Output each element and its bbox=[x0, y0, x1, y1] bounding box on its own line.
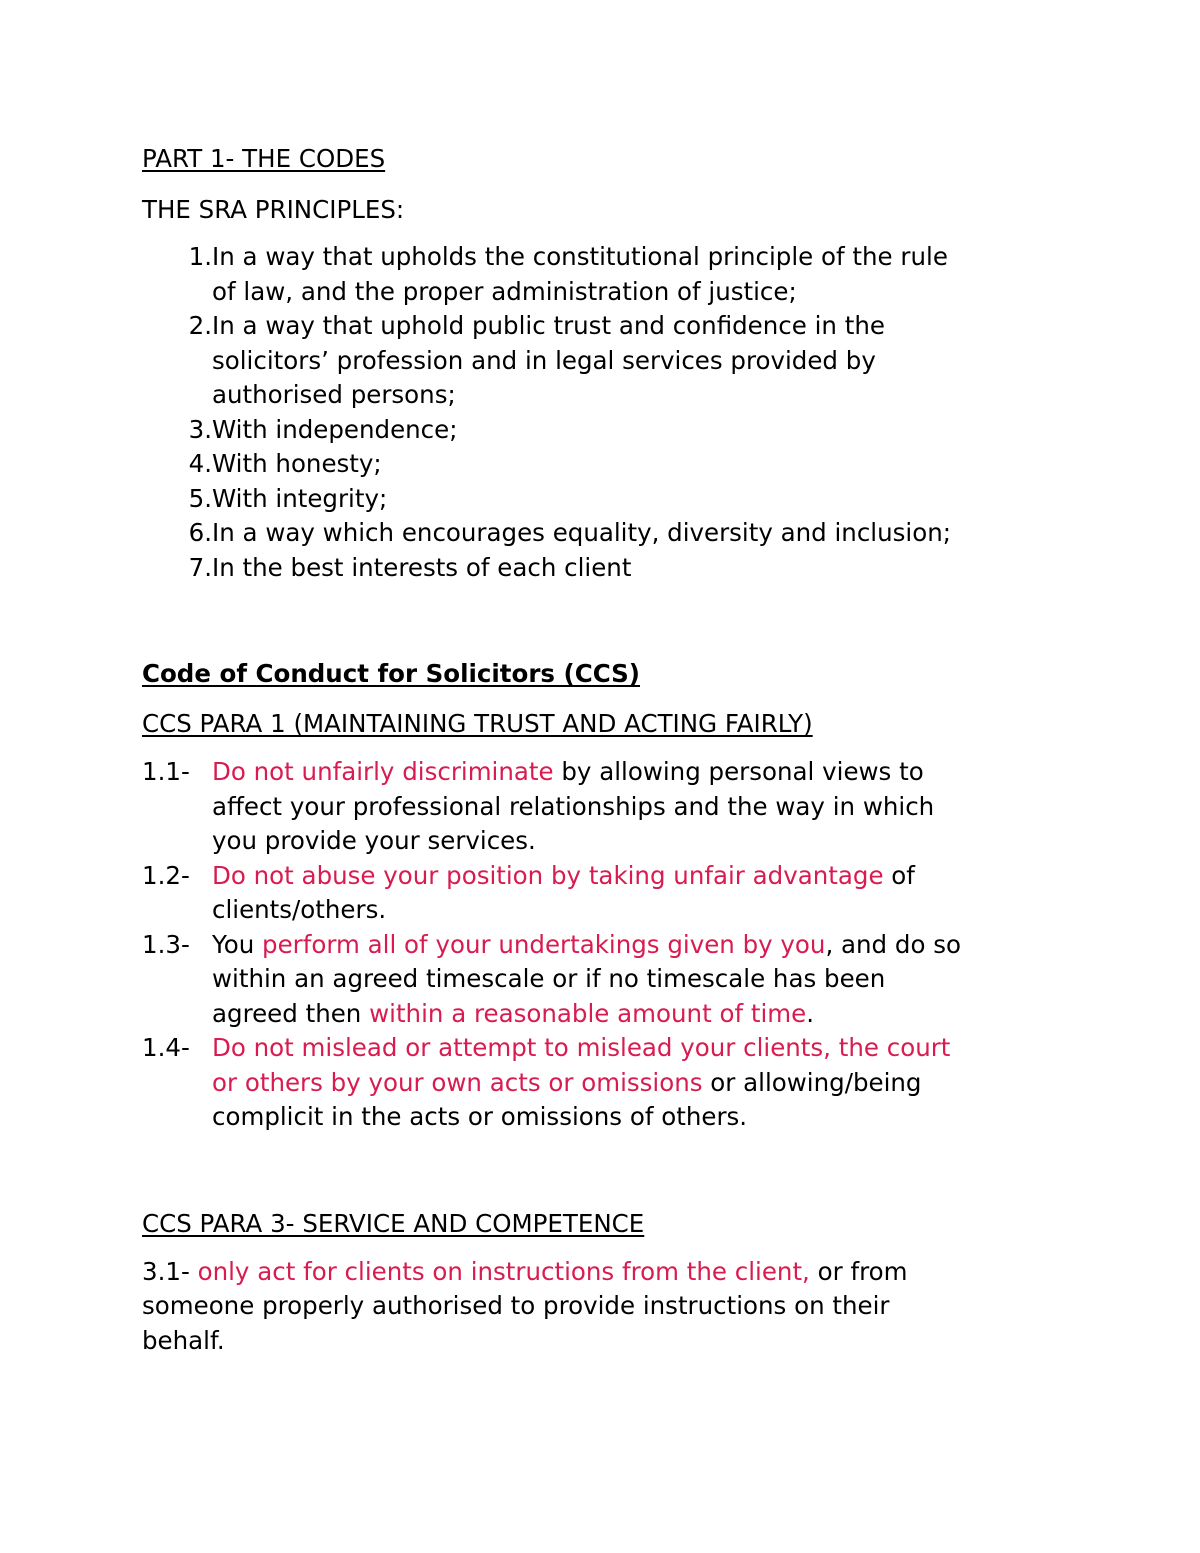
body-text: you provide your services. bbox=[212, 826, 536, 855]
body-text: affect your professional relationships and the way in which bbox=[212, 791, 935, 821]
list-item bbox=[142, 309, 1072, 413]
highlighted-text: within a reasonable amount of time bbox=[369, 998, 807, 1028]
text-line bbox=[142, 1289, 1072, 1324]
body-text: You bbox=[212, 929, 263, 959]
text-line bbox=[212, 1031, 1072, 1066]
text-line bbox=[142, 1255, 1072, 1290]
highlighted-text: Do not abuse your position by taking unfair advantage bbox=[212, 860, 884, 890]
list-item bbox=[142, 551, 1072, 586]
text-line bbox=[212, 824, 1072, 859]
body-text: agreed then bbox=[212, 998, 370, 1028]
list-item-text: authorised persons; bbox=[212, 380, 456, 409]
list-item bbox=[142, 413, 1072, 448]
rule-number: 1.3- bbox=[142, 929, 190, 959]
list-item bbox=[142, 447, 1072, 482]
rule-text bbox=[212, 1031, 1072, 1135]
highlighted-text: Do not unfairly discriminate bbox=[212, 757, 554, 786]
body-text: or allowing/being bbox=[702, 1067, 922, 1097]
list-item-number: 3. bbox=[188, 414, 212, 444]
ccs-para1-rules bbox=[142, 755, 1072, 1135]
list-item bbox=[142, 516, 1072, 551]
list-item bbox=[142, 240, 1072, 309]
highlighted-text: Do not mislead or attempt to mislead your clients, the court bbox=[212, 1033, 951, 1062]
list-item-text: In a way that uphold public trust and confidence in the bbox=[212, 311, 885, 340]
list-item-text: In a way that upholds the constitutional principle of the rule bbox=[212, 242, 948, 271]
text-line bbox=[212, 755, 1072, 790]
list-item-text: In a way which encourages equality, diversity and inclusion; bbox=[212, 518, 951, 547]
list-item-text: With independence; bbox=[212, 414, 458, 444]
list-item-text: In the best interests of each client bbox=[212, 552, 632, 582]
text-line bbox=[212, 790, 1072, 825]
list-item-text: With integrity; bbox=[212, 483, 388, 513]
rule-text bbox=[212, 755, 1072, 859]
body-text: or from bbox=[809, 1256, 908, 1286]
ccs-para1-heading: CCS PARA 1 (MAINTAINING TRUST AND ACTING FAIRLY) bbox=[142, 709, 813, 738]
part-title: PART 1- THE CODES bbox=[142, 144, 386, 173]
body-text: of bbox=[883, 860, 915, 890]
text-line bbox=[212, 859, 1072, 894]
body-text: , and do so bbox=[825, 929, 961, 959]
text-line bbox=[142, 1324, 1072, 1359]
sra-principles-list bbox=[142, 240, 1072, 585]
rule-number: 1.1- bbox=[142, 757, 190, 786]
list-item-text: of law, and the proper administration of justice; bbox=[212, 276, 797, 306]
body-text: within an agreed timescale or if no timescale has been bbox=[212, 964, 886, 993]
ccs-para3-heading: CCS PARA 3- SERVICE AND COMPETENCE bbox=[142, 1208, 645, 1238]
body-text: . bbox=[806, 998, 815, 1028]
rule-item bbox=[142, 755, 1072, 859]
rule-item bbox=[142, 859, 1072, 928]
body-text: complicit in the acts or omissions of others. bbox=[212, 1102, 748, 1131]
body-text: by allowing personal views to bbox=[553, 757, 924, 786]
rule-number: 1.2- bbox=[142, 860, 190, 890]
body-text: 3.1- bbox=[142, 1256, 198, 1286]
text-line bbox=[212, 893, 1072, 928]
list-item-number: 4. bbox=[188, 449, 212, 478]
ccs-para3-body bbox=[142, 1255, 1072, 1359]
text-line bbox=[212, 928, 1072, 963]
body-text: behalf. bbox=[142, 1325, 225, 1355]
document-page bbox=[142, 140, 1072, 1358]
text-line bbox=[212, 997, 1072, 1032]
highlighted-text: perform all of your undertakings given by you bbox=[262, 929, 826, 959]
rule-item bbox=[142, 1031, 1072, 1135]
list-item-number: 5. bbox=[188, 483, 212, 513]
text-line bbox=[212, 1100, 1072, 1135]
list-item-number: 1. bbox=[188, 242, 212, 271]
list-item-number: 6. bbox=[188, 518, 212, 547]
ccs-title: Code of Conduct for Solicitors (CCS) bbox=[142, 659, 641, 688]
list-item-number: 7. bbox=[188, 552, 212, 582]
text-line bbox=[212, 1066, 1072, 1101]
list-item-text: With honesty; bbox=[212, 449, 382, 478]
list-item-text: solicitors’ profession and in legal services provided by bbox=[212, 345, 876, 375]
rule-number: 1.4- bbox=[142, 1033, 190, 1062]
highlighted-text: only act for clients on instructions from the client, bbox=[197, 1256, 810, 1286]
list-item bbox=[142, 482, 1072, 517]
rule-text bbox=[212, 928, 1072, 1032]
text-line bbox=[212, 962, 1072, 997]
sra-principles-heading: THE SRA PRINCIPLES: bbox=[142, 195, 405, 224]
rule-text bbox=[212, 859, 1072, 928]
rule-item bbox=[142, 928, 1072, 1032]
list-item-number: 2. bbox=[188, 311, 212, 340]
body-text: clients/others. bbox=[212, 895, 387, 924]
body-text: someone properly authorised to provide instructions on their bbox=[142, 1291, 890, 1320]
highlighted-text: or others by your own acts or omissions bbox=[212, 1067, 703, 1097]
